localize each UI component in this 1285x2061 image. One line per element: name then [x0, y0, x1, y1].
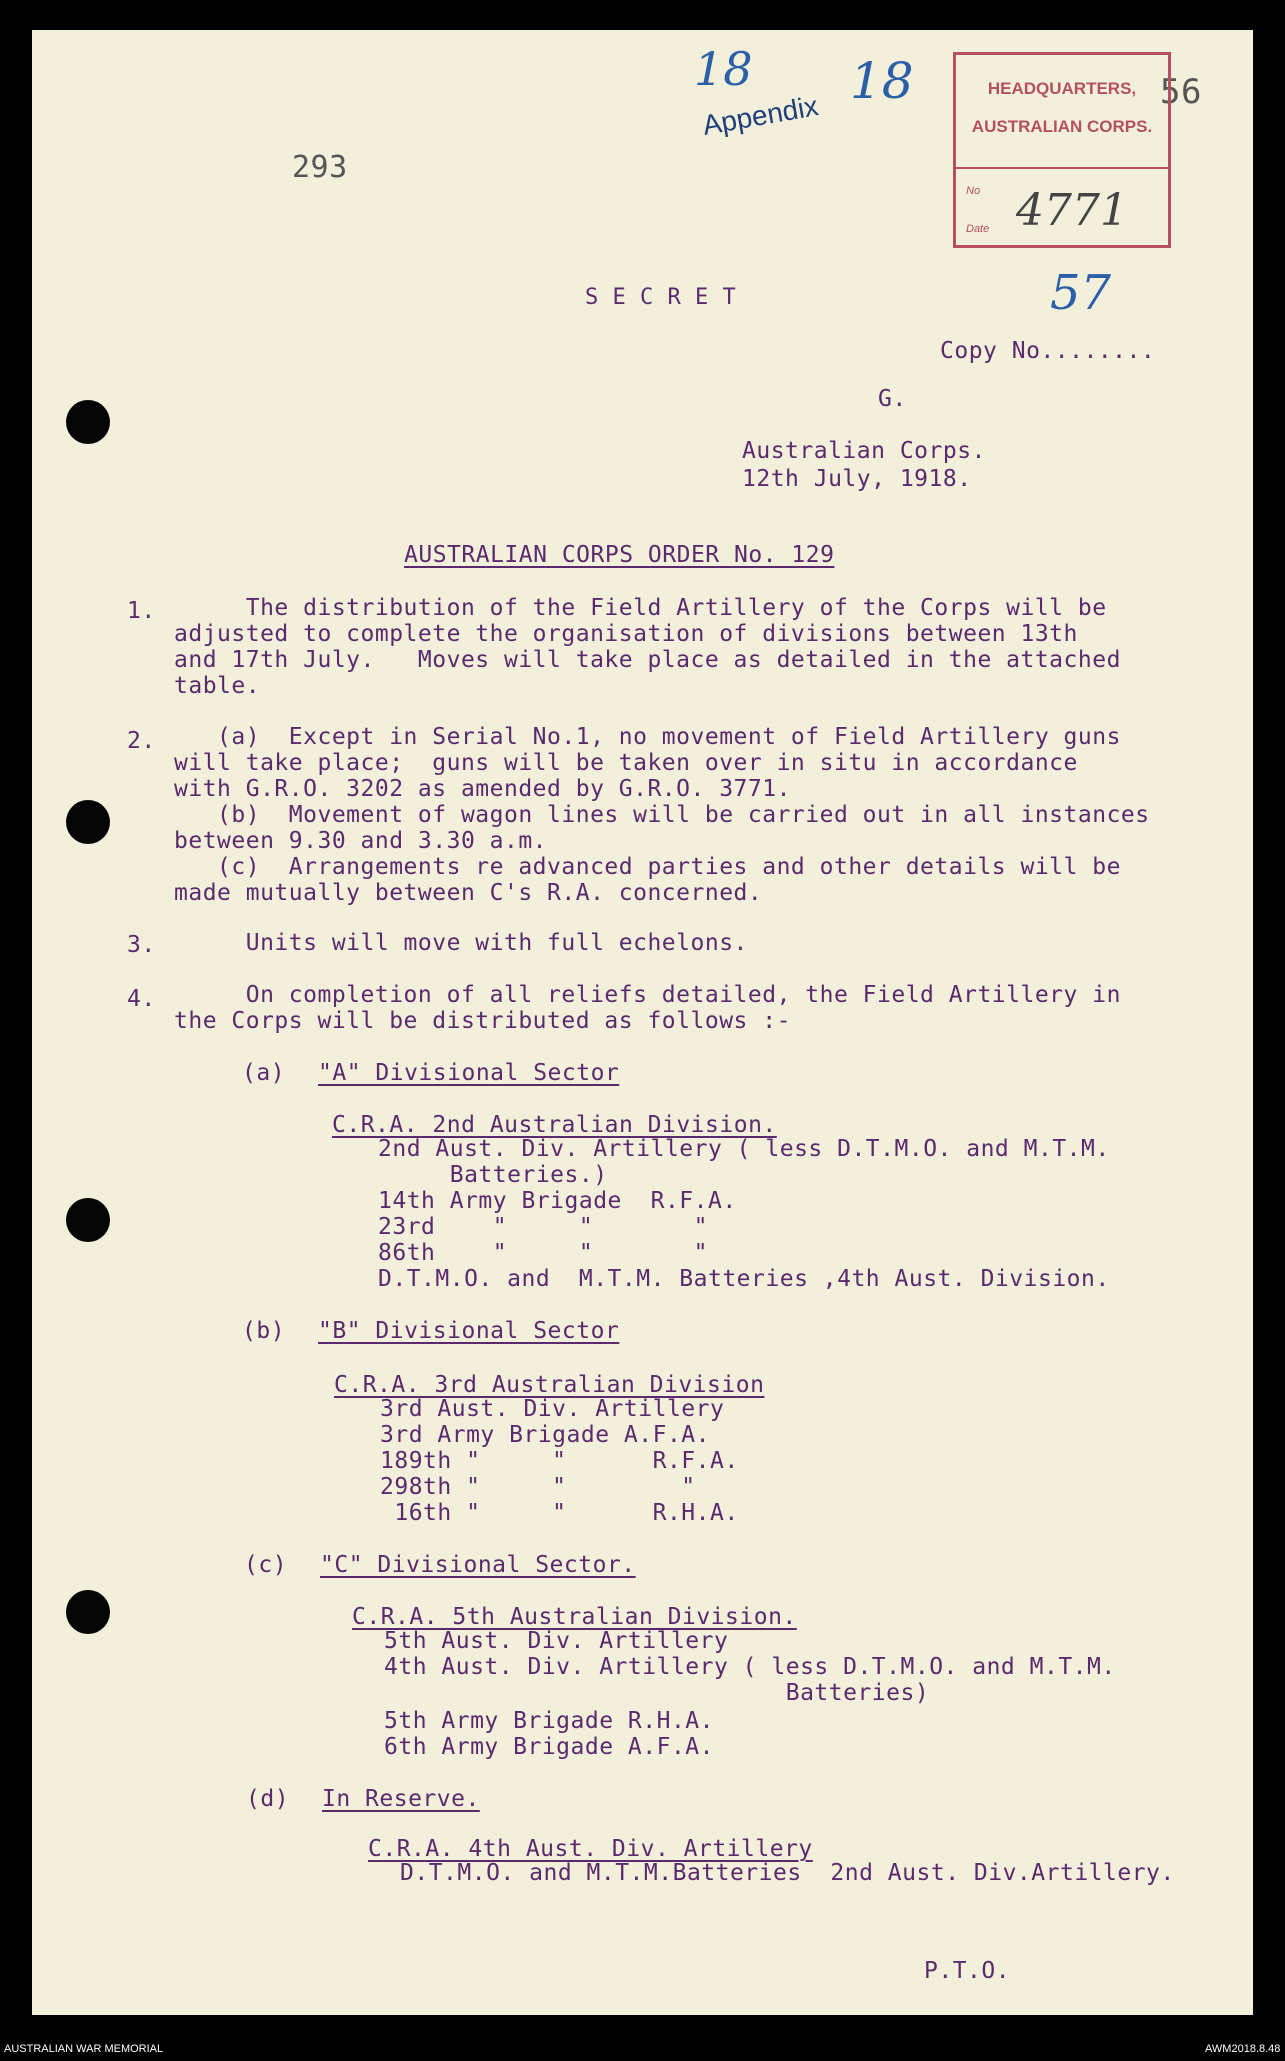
sector-c-line: 6th Army Brigade A.F.A. — [384, 1734, 714, 1760]
pto: P.T.O. — [924, 1958, 1011, 1984]
sector-a-line: 2nd Aust. Div. Artillery ( less D.T.M.O. and M.T.M. — [378, 1136, 1110, 1162]
document-number: 293 — [292, 150, 348, 185]
sector-b-line: 16th " " R.H.A. — [380, 1500, 739, 1526]
sector-c-line: 4th Aust. Div. Artillery ( less D.T.M.O. and M.T.M. — [384, 1654, 1116, 1680]
sector-a-line: 14th Army Brigade R.F.A. — [378, 1188, 737, 1214]
punch-hole — [66, 1198, 110, 1242]
sector-b-label: (b) — [242, 1318, 286, 1344]
para4-line: the Corps will be distributed as follows :- — [174, 1008, 791, 1034]
para2-line: will take place; guns will be taken over in situ in accordance — [174, 750, 1078, 776]
para4-line: On completion of all reliefs detailed, the Field Artillery in — [174, 982, 1121, 1008]
para2-line: (c) Arrangements re advanced parties and other details will be — [174, 854, 1121, 880]
para1-line: and 17th July. Moves will take place as detailed in the attached — [174, 647, 1121, 673]
para4-number: 4. — [127, 986, 156, 1012]
para2-line: (b) Movement of wagon lines will be carried out in all instances — [174, 802, 1150, 828]
sector-a-line: 86th " " " — [378, 1240, 708, 1266]
para2-line: (a) Except in Serial No.1, no movement of Field Artillery guns — [174, 724, 1121, 750]
sector-a-line: D.T.M.O. and M.T.M. Batteries ,4th Aust. Division. — [378, 1266, 1110, 1292]
sector-c-line: 5th Aust. Div. Artillery — [384, 1628, 729, 1654]
punch-hole — [66, 800, 110, 844]
sector-d-label: (d) — [246, 1786, 290, 1812]
copy-label: Copy No........ — [940, 338, 1156, 364]
sector-c-line: 5th Army Brigade R.H.A. — [384, 1708, 714, 1734]
stamp-divider — [956, 167, 1168, 169]
stamp-no-label: No — [966, 185, 981, 197]
date: 12th July, 1918. — [742, 466, 972, 492]
para3-number: 3. — [127, 932, 156, 958]
sector-d-title: In Reserve. — [322, 1786, 480, 1812]
sector-b-title: "B" Divisional Sector — [318, 1318, 620, 1344]
para2-line: between 9.30 and 3.30 a.m. — [174, 828, 548, 854]
para1-line: The distribution of the Field Artillery of the Corps will be — [174, 595, 1107, 621]
sector-b-line: 189th " " R.F.A. — [380, 1448, 739, 1474]
sector-b-line: 3rd Aust. Div. Artillery — [380, 1396, 725, 1422]
sector-d-line: D.T.M.O. and M.T.M.Batteries 2nd Aust. Div.Artillery. — [400, 1860, 1175, 1886]
order-title: AUSTRALIAN CORPS ORDER No. 129 — [404, 542, 835, 568]
classification: S E C R E T — [585, 285, 737, 310]
sector-a-title: "A" Divisional Sector — [318, 1060, 620, 1086]
para2-line: with G.R.O. 3202 as amended by G.R.O. 3771. — [174, 776, 791, 802]
stamp-handwritten-number: 4771 — [1016, 185, 1128, 236]
para1-number: 1. — [127, 598, 156, 624]
para2-number: 2. — [127, 728, 156, 754]
headquarters-stamp — [953, 52, 1171, 248]
footer-right: AWM2018.8.48 — [1205, 2043, 1281, 2055]
sector-c-title: "C" Divisional Sector. — [320, 1552, 636, 1578]
para1-line: table. — [174, 673, 261, 699]
sector-a-cra: C.R.A. 2nd Australian Division. — [332, 1112, 777, 1138]
para2-line: made mutually between C's R.A. concerned. — [174, 880, 763, 906]
sector-c-cra: C.R.A. 5th Australian Division. — [352, 1604, 797, 1630]
stamp-line1: HEADQUARTERS, — [987, 79, 1137, 98]
sector-b-cra: C.R.A. 3rd Australian Division — [334, 1372, 765, 1398]
sector-a-line: Batteries.) — [378, 1162, 608, 1188]
page-number: 56 — [1160, 72, 1202, 112]
g-line: G. — [878, 386, 907, 412]
stamp-date-label: Date — [966, 223, 990, 235]
sector-d-cra: C.R.A. 4th Aust. Div. Artillery — [368, 1836, 813, 1862]
sector-b-line: 3rd Army Brigade A.F.A. — [380, 1422, 710, 1448]
punch-hole — [66, 1590, 110, 1634]
para3-text: Units will move with full echelons. — [174, 930, 748, 956]
para1-line: adjusted to complete the organisation of divisions between 13th — [174, 621, 1078, 647]
punch-hole — [66, 400, 110, 444]
origin: Australian Corps. — [742, 438, 986, 464]
sector-b-line: 298th " " " — [380, 1474, 696, 1500]
sector-a-line: 23rd " " " — [378, 1214, 708, 1240]
sector-a-label: (a) — [242, 1060, 286, 1086]
appendix-label: Appendix — [700, 90, 821, 141]
copy-number: 57 — [1050, 265, 1112, 321]
sector-c-line: Batteries) — [384, 1680, 930, 1706]
appendix-number-top: 18 — [694, 42, 753, 96]
sector-c-label: (c) — [244, 1552, 288, 1578]
appendix-number: 18 — [850, 52, 914, 110]
footer-left: AUSTRALIAN WAR MEMORIAL — [4, 2043, 164, 2055]
stamp-line2: AUSTRALIAN CORPS. — [971, 117, 1153, 136]
